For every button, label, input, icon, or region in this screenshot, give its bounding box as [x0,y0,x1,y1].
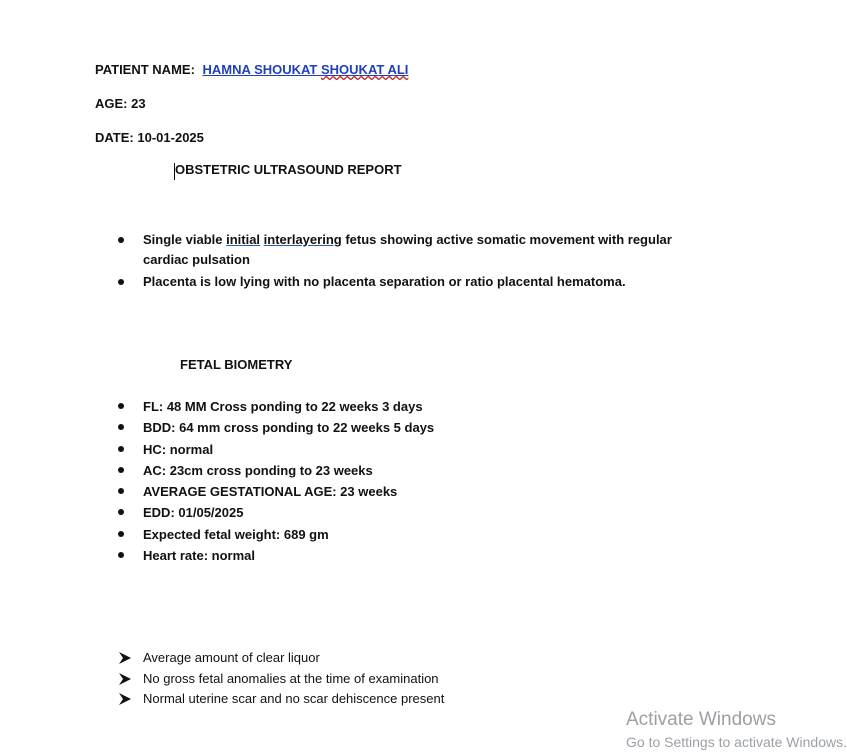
remarks-list [0,648,444,710]
bullet-icon [118,237,124,243]
list-item [0,545,713,566]
grammar-flag-interlayering[interactable]: interlayering [263,232,342,247]
list-item [0,648,444,669]
bullet-icon [118,509,124,515]
arrow-bullet-icon [118,672,132,686]
report-title: OBSTETRIC ULTRASOUND REPORT [175,162,402,177]
remark-1: Average amount of clear liquor [143,650,320,665]
biometry-average-ga: AVERAGE GESTATIONAL AGE: 23 weeks [143,484,398,500]
biometry-bdd: BDD: 64 mm cross ponding to 22 weeks 5 days [143,420,435,436]
arrow-bullet-icon [118,651,132,665]
biometry-list [0,396,713,566]
remark-2: No gross fetal anomalies at the time of examination [143,670,439,686]
bullet-icon [118,531,124,537]
biometry-edd: EDD: 01/05/2025 [143,505,244,521]
finding-2: Placenta is low lying with no placenta separation or ratio placental hematoma. [143,274,626,289]
patient-name-label: PATIENT NAME: [95,62,195,77]
grammar-flag-initial[interactable]: initial [226,232,261,247]
list-item [0,396,713,417]
date-value: 10-01-2025 [137,130,204,145]
list-item [0,417,713,438]
bullet-icon [118,552,124,558]
date-line [95,130,204,145]
list-item [0,524,713,545]
list-item [0,689,444,710]
biometry-hc: HC: normal [143,441,214,457]
finding-1-end: fetus showing active somatic movement with regular cardiac pulsation [143,232,672,267]
bullet-icon [118,279,124,285]
finding-1 [143,232,672,267]
biometry-fl: FL: 48 MM Cross ponding to 22 weeks 3 days [143,399,423,414]
list-item [0,669,444,690]
list-item [0,439,713,460]
bullet-icon [118,467,124,473]
patient-name-last: SHOUKAT ALI [321,62,409,77]
bullet-icon [118,488,124,494]
patient-name-middle: SHOUKAT [254,62,318,77]
activate-windows-subtitle[interactable]: Go to Settings to activate Windows. [626,734,847,750]
activate-windows-title: Activate Windows [626,709,776,730]
list-item [0,502,713,523]
list-item [0,272,713,292]
bullet-icon [118,403,124,409]
finding-1-start: Single viable [143,232,227,247]
list-item [0,230,713,270]
age-label: AGE: [95,96,128,111]
biometry-heading: FETAL BIOMETRY [180,357,293,372]
patient-name-value[interactable] [203,62,409,77]
remark-3: Normal uterine scar and no scar dehiscence present [143,691,445,706]
biometry-heart-rate: Heart rate: normal [143,548,255,564]
patient-name-first: HAMNA [202,62,251,77]
bullet-icon [118,446,124,452]
findings-list [0,230,713,292]
biometry-efw: Expected fetal weight: 689 gm [143,526,329,542]
list-item [0,481,713,502]
biometry-ac: AC: 23cm cross ponding to 23 weeks [143,462,373,478]
patient-name-line [95,62,408,77]
age-line [95,96,146,111]
bullet-icon [118,424,124,430]
list-item [0,460,713,481]
arrow-bullet-icon [118,692,132,706]
age-value: 23 [131,96,146,111]
date-label: DATE: [95,130,134,145]
